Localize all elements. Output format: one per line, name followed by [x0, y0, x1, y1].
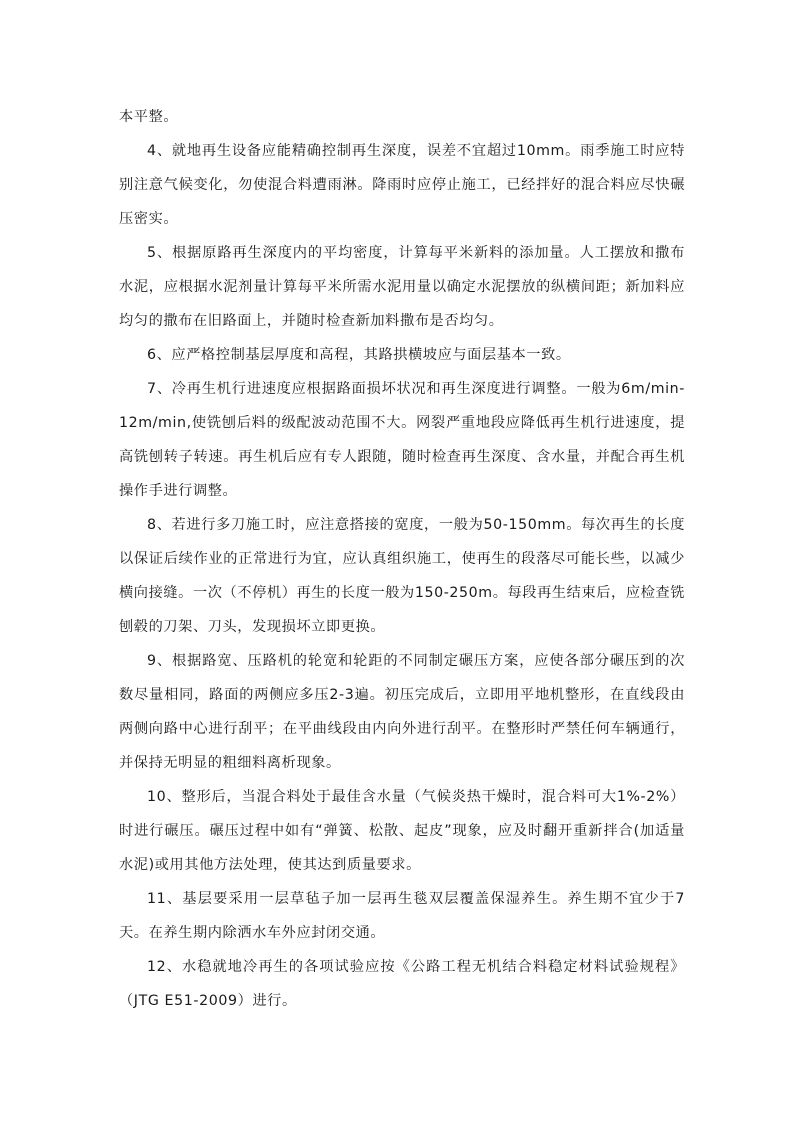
- paragraph-continuation: 本平整。: [119, 109, 179, 125]
- paragraph-item-11: 11、基层要采用一层草毡子加一层再生毯双层覆盖保湿养生。养生期不宜少于7天。在养生期内除洒水车外应封闭交通。: [119, 891, 685, 941]
- paragraph-item-12: 12、水稳就地冷再生的各项试验应按《公路工程无机结合料稳定材料试验规程》（JTG E51-2009）进行。: [119, 959, 685, 1009]
- paragraph-item-7: 7、冷再生机行进速度应根据路面损坏状况和再生深度进行调整。一般为6m/min-12m/min,使铣刨后料的级配波动范围不大。网裂严重地段应降低再生机行进速度，提高铣刨转子转速。再生机后应有专人跟随，随时检查再生深度、含水量，并配合再生机操作手进行调整。: [119, 381, 685, 499]
- paragraph-item-10: 10、整形后，当混合料处于最佳含水量（气候炎热干燥时，混合料可大1%-2%）时进行碾压。碾压过程中如有“弹簧、松散、起皮”现象，应及时翻开重新拌合(加适量水泥)或用其他方法处理，使其达到质量要求。: [119, 789, 685, 873]
- paragraph-item-9: 9、根据路宽、压路机的轮宽和轮距的不同制定碾压方案，应使各部分碾压到的次数尽量相同，路面的两侧应多压2-3遍。初压完成后，立即用平地机整形，在直线段由两侧向路中心进行刮平；在平曲线段由内向外进行刮平。在整形时严禁任何车辆通行，并保持无明显的粗细料离析现象。: [119, 653, 685, 771]
- paragraph-item-6: 6、应严格控制基层厚度和高程，其路拱横坡应与面层基本一致。: [147, 347, 571, 363]
- paragraph-item-4: 4、就地再生设备应能精确控制再生深度，误差不宜超过10mm。雨季施工时应特别注意气候变化，勿使混合料遭雨淋。降雨时应停止施工，已经拌好的混合料应尽快碾压密实。: [119, 143, 685, 227]
- paragraph-item-8: 8、若进行多刀施工时，应注意搭接的宽度，一般为50-150mm。每次再生的长度以保证后续作业的正常进行为宜，应认真组织施工，使再生的段落尽可能长些，以减少横向接缝。一次（不停机）再生的长度一般为150-250m。每段再生结束后，应检查铣刨毂的刀架、刀头，发现损坏立即更换。: [119, 517, 685, 635]
- paragraph-item-5: 5、根据原路再生深度内的平均密度，计算每平米新料的添加量。人工摆放和撒布水泥，应根据水泥剂量计算每平米所需水泥用量以确定水泥摆放的纵横间距；新加料应均匀的撒布在旧路面上，并随时检查新加料撒布是否均匀。: [119, 245, 685, 329]
- document-body: [119, 100, 685, 1018]
